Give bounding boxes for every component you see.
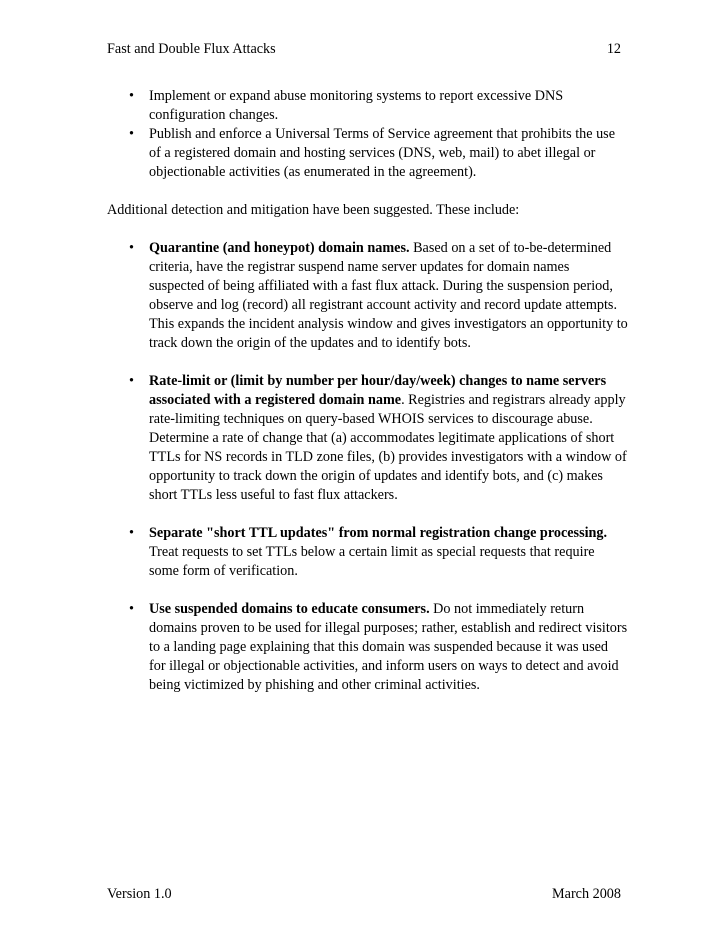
list-item-heading: Separate "short TTL updates" from normal registration change processing. [149, 525, 608, 541]
bullet-icon: • [129, 240, 134, 256]
bullet-icon: • [129, 601, 134, 617]
page-content [107, 87, 628, 714]
bullet-icon: • [129, 373, 134, 389]
list-item-heading: Rate-limit or (limit by number per hour/day/week) changes to name servers associated with a registered domain name [149, 373, 607, 408]
list-item [107, 600, 628, 695]
bullet-icon: • [129, 126, 134, 142]
top-bullet-list [107, 87, 628, 182]
list-item-text: Do not immediately return domains proven to be used for illegal purposes; rather, establish and redirect visitors to a landing page explaining that this domain was suspended because it was used for illegal or objectionable activities, and inform users on ways to detect and avoid being victimized by phishing and other criminal activities. [149, 601, 628, 693]
list-item-text: Treat requests to set TTLs below a certain limit as special requests that require some form of verification. [149, 544, 595, 579]
list-item-heading: Use suspended domains to educate consumers. [149, 601, 430, 617]
list-item-text: . Registries and registrars already apply rate-limiting techniques on query-based WHOIS services to discourage abuse. Determine a rate of change that (a) accommodates legitimate applications of short TTLs for NS records in TLD zone files, (b) provides investigators with a window of opportunity to track down the origin of updates and identify bots, and (c) makes short TTLs less useful to fast flux attackers. [149, 392, 627, 503]
header-title: Fast and Double Flux Attacks [107, 41, 276, 57]
header-page-number: 12 [606, 41, 621, 57]
detection-bullet-list [107, 239, 628, 695]
intro-paragraph: Additional detection and mitigation have been suggested. These include: [107, 202, 520, 218]
list-item-text: Implement or expand abuse monitoring systems to report excessive DNS configuration changes. [149, 88, 564, 123]
list-item [107, 87, 628, 125]
list-item [107, 125, 628, 182]
page-footer [107, 885, 621, 905]
footer-date: March 2008 [552, 886, 621, 902]
footer-version: Version 1.0 [107, 886, 172, 902]
list-item [107, 239, 628, 353]
bullet-icon: • [129, 88, 134, 104]
list-item-text: Based on a set of to-be-determined criteria, have the registrar suspend name server updates for domain names suspected of being affiliated with a fast flux attack. During the suspension period, observe and log (record) all registrant account activity and record update attempts. This expands the incident analysis window and gives investigators an opportunity to track down the origin of the updates and to identify bots. [149, 240, 628, 351]
bullet-icon: • [129, 525, 134, 541]
list-item [107, 524, 628, 581]
page-header [107, 40, 621, 60]
list-item-text: Publish and enforce a Universal Terms of Service agreement that prohibits the use of a registered domain and hosting services (DNS, web, mail) to abet illegal or objectionable activities (as enumerated in the agreement). [149, 126, 616, 180]
list-item [107, 372, 628, 505]
list-item-heading: Quarantine (and honeypot) domain names. [149, 240, 410, 256]
